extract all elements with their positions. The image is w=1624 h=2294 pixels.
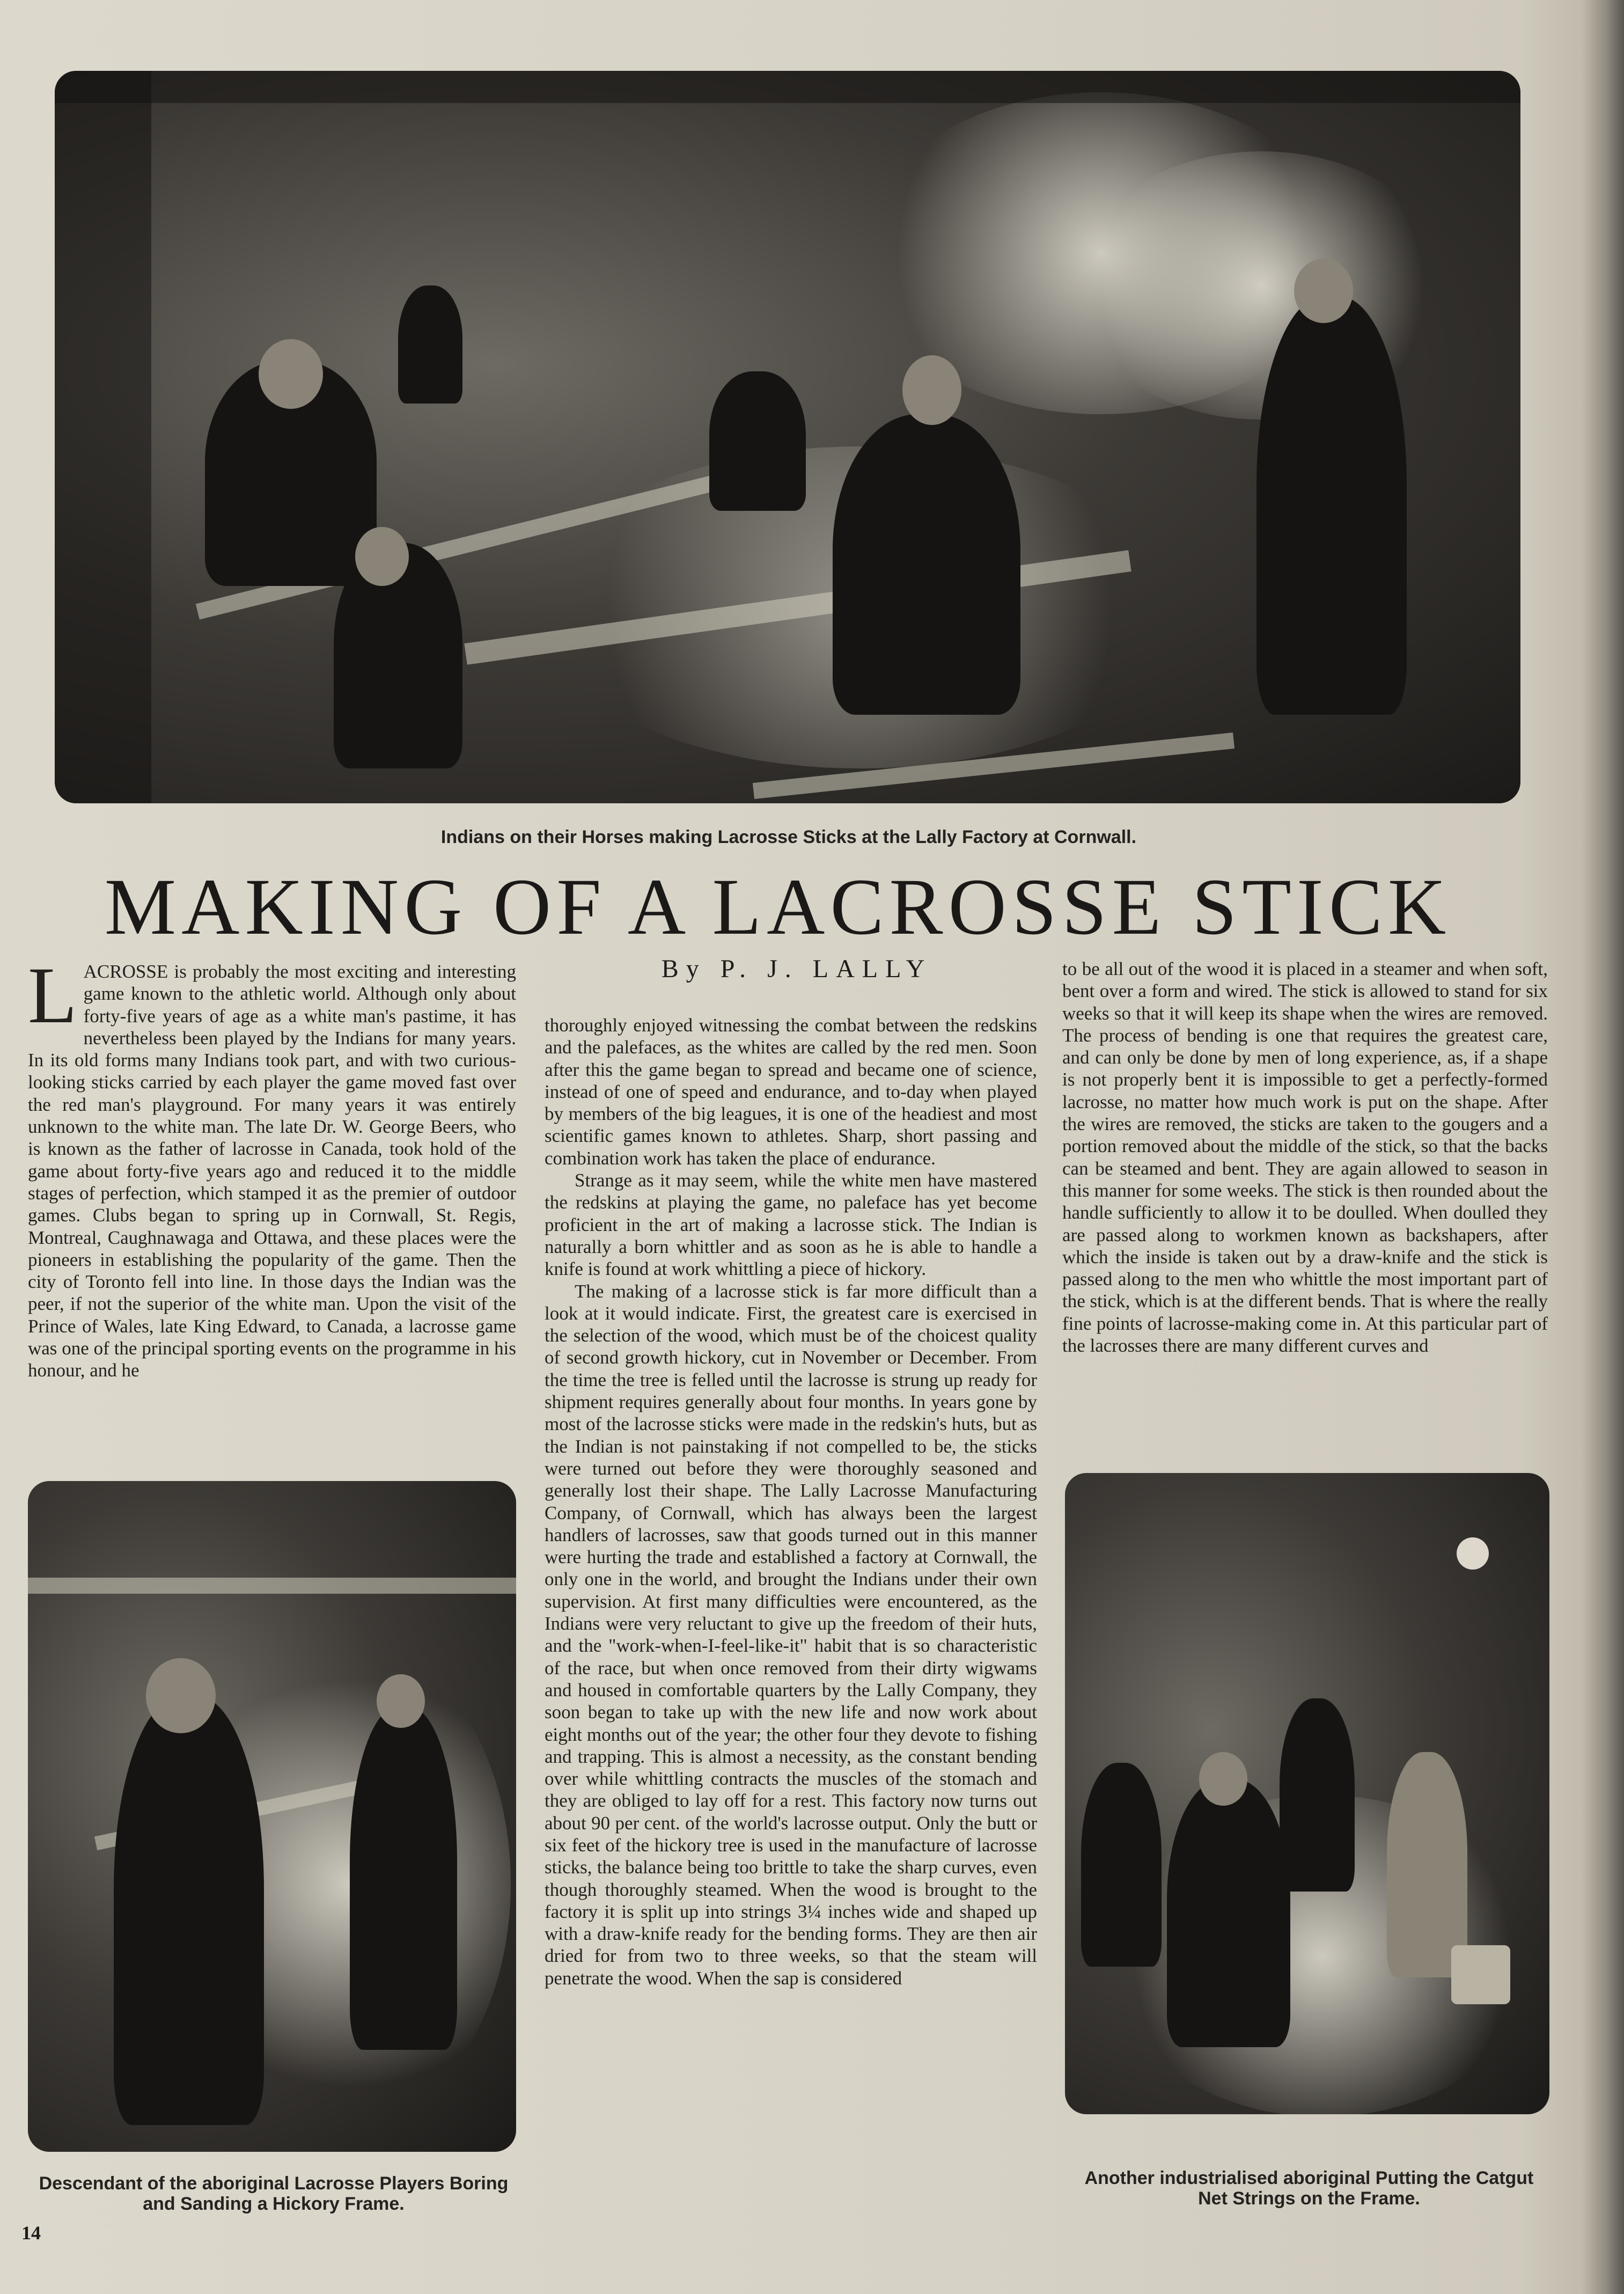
top-photo-caption: Indians on their Horses making Lacrosse Sticks at the Lally Factory at Cornwall. <box>440 827 1137 847</box>
text-column-2 <box>545 1014 1037 1989</box>
article-byline: By P. J. LALLY <box>661 955 932 983</box>
factory-workers-photo <box>55 71 1520 803</box>
bottom-right-photo-caption: Another industrialised aboriginal Putting the Catgut Net Strings on the Frame. <box>1084 2168 1534 2209</box>
article-title: MAKING OF A LACROSSE STICK <box>104 862 1452 951</box>
text-column-3 <box>1062 958 1548 1357</box>
page-number: 14 <box>21 2222 41 2244</box>
column-2-paragraph-2: Strange as it may seem, while the white men have mastered the redskins at playing the game, no paleface has yet become proficient in the art of making a lacrosse stick. The Indian is naturally a born whittler and as soon as he is able to handle a knife is found at work whittling a piece of hickory. <box>545 1170 1037 1280</box>
boring-sanding-photo <box>28 1481 516 2152</box>
column-3-text: to be all out of the wood it is placed in a steamer and when soft, bent over a form and wired. The stick is allowed to stand for six weeks so that it will keep its shape when the wires are removed. The process of bending is one that requires the greatest care, and can only be done by men of long experience, as, if a shape is not properly bent it is impossible to get a perfectly-formed lacrosse, no matter how much work is put on the shape. After the wires are removed, the sticks are taken to the gougers and a portion removed about the middle of the stick, so that the backs can be steamed and bent. They are again allowed to season in this manner for some weeks. The stick is then rounded about the handle sufficiently to allow it to be doulled. When doulled they are passed along to workmen known as backshapers, after which the inside is taken out by a draw-knife and the stick is passed along to the men who whittle the most important part of the stick, which is at the different bends. That is where the really fine points of lacrosse-making come in. At this particular part of the lacrosses there are many different curves and <box>1062 958 1548 1357</box>
catgut-stringing-photo <box>1065 1473 1549 2114</box>
book-spine <box>1581 0 1624 2294</box>
bottom-left-photo-caption: Descendant of the aboriginal Lacrosse Players Boring and Sanding a Hickory Frame. <box>39 2173 509 2214</box>
column-1-text: ACROSSE is probably the most exciting and interesting game known to the athletic world. Although only about forty-five years of age as a white man's pastime, it has nevertheless been played by the Indians for many years. In its old forms many Indians took part, and with two curious-looking sticks carried by each player the game moved fast over the red man's playground. For many years it was entirely unknown to the white man. The late Dr. W. George Beers, who is known as the father of lacrosse in Canada, took hold of the game about forty-five years ago and reduced it to the middle stages of perfection, which stamped it as the premier of outdoor games. Clubs began to spring up in Cornwall, St. Regis, Montreal, Caughnawaga and Ottawa, and these places were the pioneers in establishing the popularity of the game. Then the city of Toronto fell into line. In those days the Indian was the peer, if not the superior of the white man. Upon the visit of the Prince of Wales, late King Edward, to Canada, a lacrosse game was one of the principal sporting events on the programme in his honour, and he <box>28 961 516 1381</box>
column-2-paragraph-3: The making of a lacrosse stick is far more difficult than a look at it would indicate. First, the greatest care is exercised in the selection of the wood, which must be of the choicest quality of second growth hickory, cut in November or December. From the time the tree is felled until the lacrosse is strung up ready for shipment requires generally about four months. In years gone by most of the lacrosse sticks were made in the redskin's huts, but as the Indian is not painstaking if not compelled to be, the sticks were turned out before they were thoroughly seasoned and generally lost their shape. The Lally Lacrosse Manufacturing Company, of Cornwall, which has always been the largest handlers of lacrosses, saw that goods turned out in this manner were hurting the trade and established a factory at Cornwall, the only one in the world, and brought the Indians under their own supervision. At first many difficulties were encountered, as the Indians were very reluctant to give up the freedom of their huts, and the "work-when-I-feel-like-it" habit that is so characteristic of the race, but when once removed from their dirty wigwams and housed in comfortable quarters by the Lally Company, they soon began to take up with the new life and now work about eight months out of the year; the other four they devote to fishing and trapping. This is almost a necessity, as the constant bending over while whittling contracts the muscles of the stomach and they are obliged to lay off for a rest. This factory now turns out about 90 per cent. of the world's lacrosse output. Only the butt or six feet of the hickory tree is used in the manufacture of lacrosse sticks, the balance being too brittle to take the sharp curves, even though thoroughly steamed. When the wood is brought to the factory it is split up into strings 3¼ inches wide and shaped up with a draw-knife ready for the bending forms. They are then air dried for from two to three weeks, so that the steam will penetrate the wood. When the sap is considered <box>545 1280 1037 1989</box>
drop-cap: L <box>28 951 77 1040</box>
text-column-1 <box>28 951 516 1382</box>
column-2-paragraph-1: thoroughly enjoyed witnessing the combat between the redskins and the palefaces, as the whites are called by the red men. Soon after this the game began to spread and became one of science, instead of one of speed and endurance, and to-day when played by members of the big leagues, it is one of the headiest and most scientific games known to athletes. Sharp, short passing and combination work has taken the place of endurance. <box>545 1015 1037 1169</box>
